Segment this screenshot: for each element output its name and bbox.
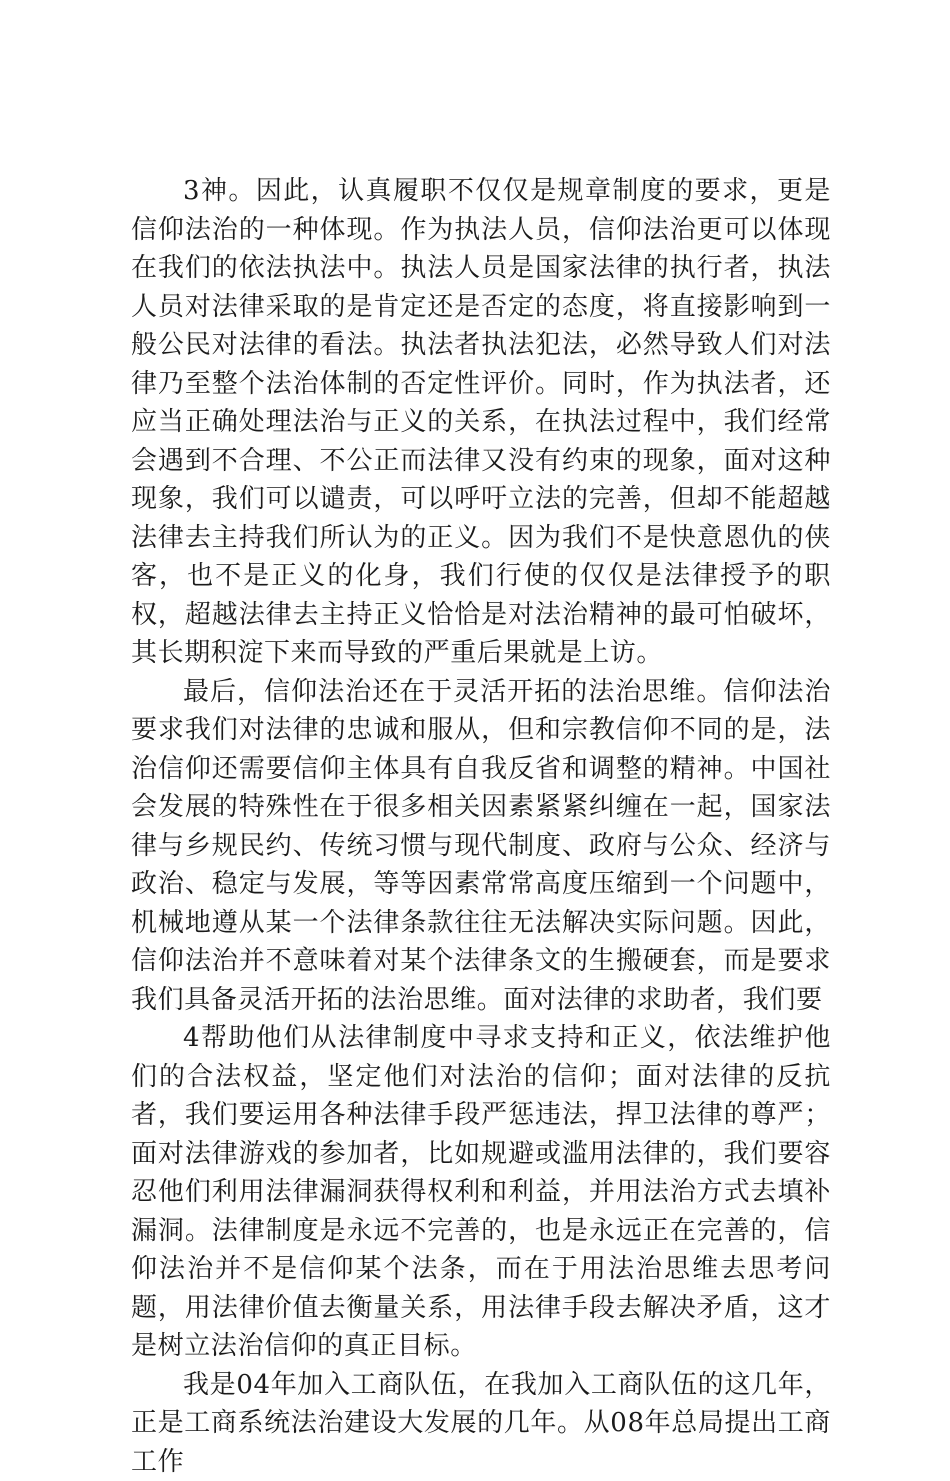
paragraph-1: 3神。因此，认真履职不仅仅是规章制度的要求，更是信仰法治的一种体现。作为执法人员，信仰法治更可以体现在我们的依法执法中。执法人员是国家法律的执行者，执法人员对法律采取的是肯定还是否定的态度，将直接影响到一般公民对法律的看法。执法者执法犯法，必然导致人们对法律乃至整个法治体制的否定性评价。同时，作为执法者，还应当正确处理法治与正义的关系，在执法过程中，我们经常会遇到不合理、不公正而法律又没有约束的现象，面对这种现象，我们可以谴责，可以呼吁立法的完善，但却不能超越法律去主持我们所认为的正义。因为我们不是快意恩仇的侠客，也不是正义的化身，我们行使的仅仅是法律授予的职权，超越法律去主持正义恰恰是对法治精神的最可怕破坏，其长期积淀下来而导致的严重后果就是上访。: [131, 172, 831, 673]
paragraph-2: 最后，信仰法治还在于灵活开拓的法治思维。信仰法治要求我们对法律的忠诚和服从，但和宗教信仰不同的是，法治信仰还需要信仰主体具有自我反省和调整的精神。中国社会发展的特殊性在于很多相关因素紧紧纠缠在一起，国家法律与乡规民约、传统习惯与现代制度、政府与公众、经济与政治、稳定与发展，等等因素常常高度压缩到一个问题中，机械地遵从某一个法律条款往往无法解决实际问题。因此，信仰法治并不意味着对某个法律条文的生搬硬套，而是要求我们具备灵活开拓的法治思维。面对法律的求助者，我们要: [131, 673, 831, 1020]
document-body: [131, 172, 831, 1481]
paragraph-4: 我是04年加入工商队伍，在我加入工商队伍的这几年，正是工商系统法治建设大发展的几年。从08年总局提出工商工作: [131, 1366, 831, 1481]
paragraph-3: 4帮助他们从法律制度中寻求支持和正义，依法维护他们的合法权益，坚定他们对法治的信仰；面对法律的反抗者，我们要运用各种法律手段严惩违法，捍卫法律的尊严；面对法律游戏的参加者，比如规避或滥用法律的，我们要容忍他们利用法律漏洞获得权利和利益，并用法治方式去填补漏洞。法律制度是永远不完善的，也是永远正在完善的，信仰法治并不是信仰某个法条，而在于用法治思维去思考问题，用法律价值去衡量关系，用法律手段去解决矛盾，这才是树立法治信仰的真正目标。: [131, 1019, 831, 1366]
